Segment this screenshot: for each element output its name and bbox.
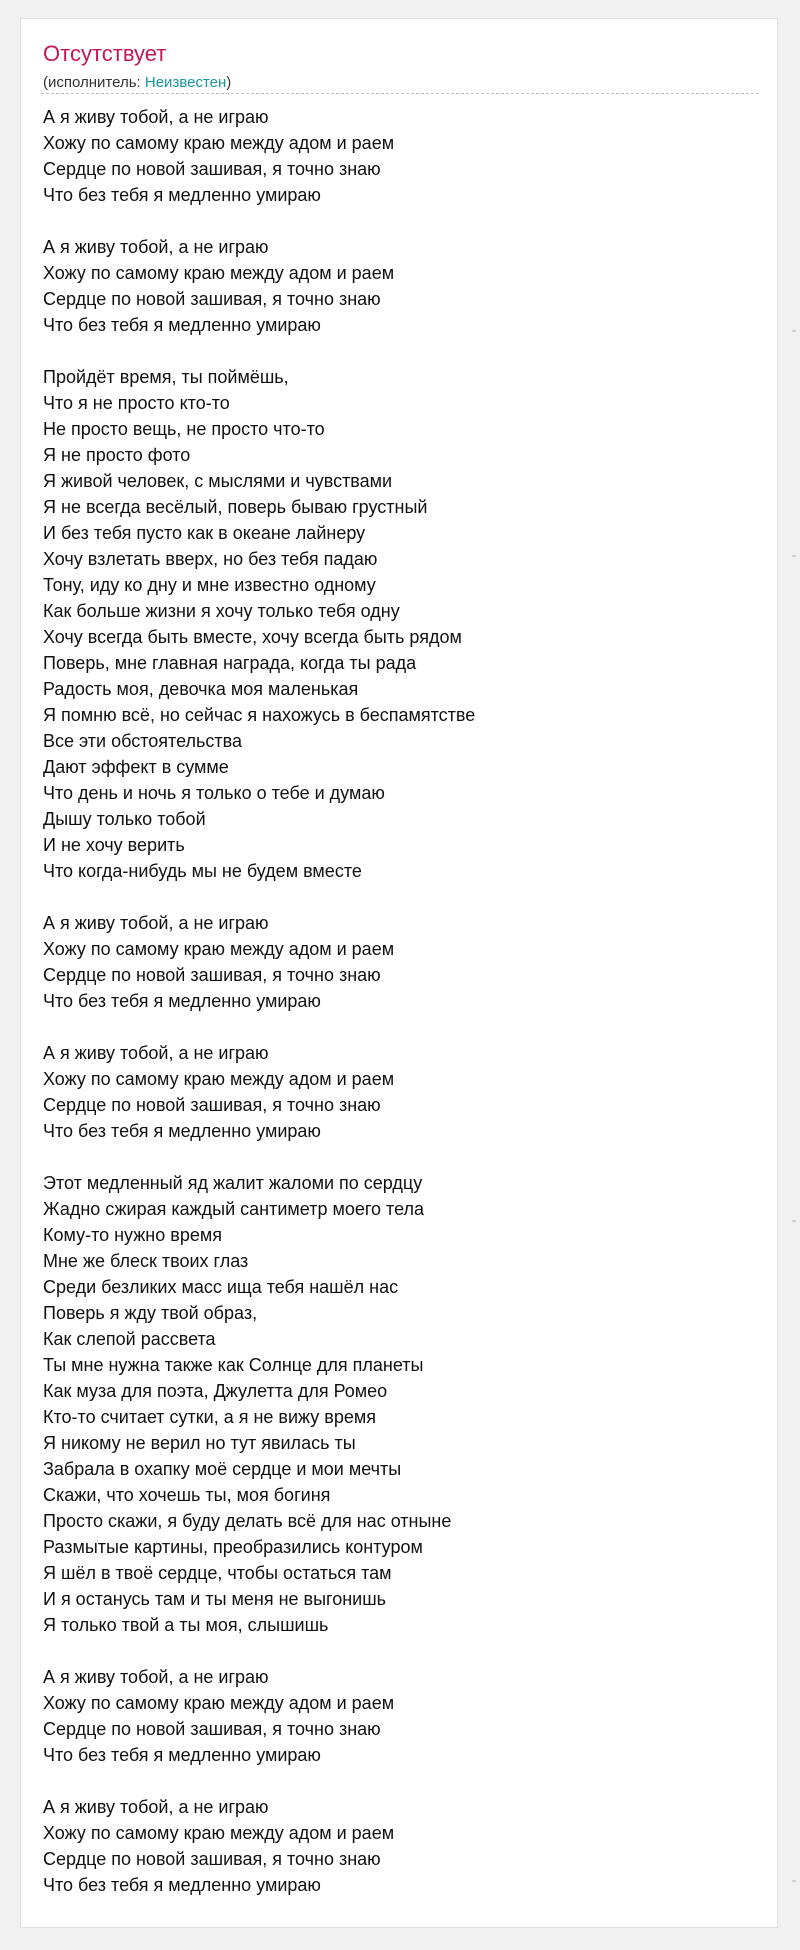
- edge-decoration: [792, 555, 796, 557]
- lyric-line: Дышу только тобой: [43, 809, 206, 829]
- lyric-line: Жадно сжирая каждый сантиметр моего тела: [43, 1199, 425, 1219]
- lyrics-stanza: [43, 234, 743, 338]
- lyrics-stanza: [43, 1170, 743, 1638]
- lyric-line: Что без тебя я медленно умираю: [43, 1121, 321, 1141]
- lyric-line: Все эти обстоятельства: [43, 731, 242, 751]
- lyric-line: Размытые картины, преобразились контуром: [43, 1537, 423, 1557]
- lyric-line: Хожу по самому краю между адом и раем: [43, 1069, 395, 1089]
- lyric-line: Что без тебя я медленно умираю: [43, 315, 321, 335]
- title-divider: [41, 93, 759, 94]
- lyric-line: Что я не просто кто-то: [43, 393, 230, 413]
- lyric-line: Я не просто фото: [43, 445, 191, 465]
- lyric-line: А я живу тобой, а не играю: [43, 1797, 269, 1817]
- lyric-line: Хожу по самому краю между адом и раем: [43, 1693, 395, 1713]
- artist-prefix: (исполнитель:: [43, 74, 145, 91]
- lyric-line: И без тебя пусто как в океане лайнеру: [43, 523, 366, 543]
- lyric-line: Хочу взлетать вверх, но без тебя падаю: [43, 549, 378, 569]
- lyric-line: Что без тебя я медленно умираю: [43, 185, 321, 205]
- lyric-line: Сердце по новой зашивая, я точно знаю: [43, 1849, 381, 1869]
- edge-decoration: [792, 330, 796, 332]
- lyric-line: Сердце по новой зашивая, я точно знаю: [43, 1719, 381, 1739]
- lyric-line: Хожу по самому краю между адом и раем: [43, 263, 395, 283]
- lyric-line: Я только твой а ты моя, слышишь: [43, 1615, 329, 1635]
- song-title: Отсутствует: [43, 41, 167, 66]
- lyric-line: Ты мне нужна также как Солнце для планеты: [43, 1355, 424, 1375]
- lyric-line: Сердце по новой зашивая, я точно знаю: [43, 1095, 381, 1115]
- lyric-line: Что когда-нибудь мы не будем вместе: [43, 861, 362, 881]
- lyric-line: Не просто вещь, не просто что-то: [43, 419, 325, 439]
- lyric-line: А я живу тобой, а не играю: [43, 913, 269, 933]
- lyric-line: И не хочу верить: [43, 835, 185, 855]
- lyric-line: Что без тебя я медленно умираю: [43, 1875, 321, 1895]
- artist-line: [43, 75, 231, 90]
- lyric-line: Поверь, мне главная награда, когда ты рада: [43, 653, 417, 673]
- lyric-line: Хочу всегда быть вместе, хочу всегда быть рядом: [43, 627, 462, 647]
- lyrics-stanza: [43, 910, 743, 1014]
- edge-decoration: [792, 1220, 796, 1222]
- lyric-line: Кто-то считает сутки, а я не вижу время: [43, 1407, 376, 1427]
- lyric-line: Поверь я жду твой образ,: [43, 1303, 258, 1323]
- lyric-line: Этот медленный яд жалит жаломи по сердцу: [43, 1173, 423, 1193]
- lyric-line: И я останусь там и ты меня не выгонишь: [43, 1589, 387, 1609]
- lyric-line: Просто скажи, я буду делать всё для нас отныне: [43, 1511, 452, 1531]
- artist-link[interactable]: Неизвестен: [144, 74, 227, 91]
- lyric-line: Я живой человек, с мыслями и чувствами: [43, 471, 393, 491]
- lyrics-body: [43, 104, 743, 1924]
- lyric-line: Как муза для поэта, Джулетта для Ромео: [43, 1381, 388, 1401]
- lyric-line: Я шёл в твоё сердце, чтобы остаться там: [43, 1563, 392, 1583]
- lyrics-stanza: [43, 1040, 743, 1144]
- lyric-line: Как больше жизни я хочу только тебя одну: [43, 601, 400, 621]
- lyric-line: Хожу по самому краю между адом и раем: [43, 1823, 395, 1843]
- lyrics-stanza: [43, 1794, 743, 1898]
- lyric-line: Кому-то нужно время: [43, 1225, 222, 1245]
- lyric-line: А я живу тобой, а не играю: [43, 1043, 269, 1063]
- lyric-line: Пройдёт время, ты поймёшь,: [43, 367, 289, 387]
- lyric-line: Сердце по новой зашивая, я точно знаю: [43, 965, 381, 985]
- lyrics-stanza: [43, 1664, 743, 1768]
- lyric-line: Как слепой рассвета: [43, 1329, 216, 1349]
- lyric-line: Что день и ночь я только о тебе и думаю: [43, 783, 385, 803]
- lyric-line: А я живу тобой, а не играю: [43, 1667, 269, 1687]
- lyric-line: Радость моя, девочка моя маленькая: [43, 679, 359, 699]
- edge-decoration: [792, 1880, 796, 1882]
- lyric-line: Среди безликих масс ища тебя нашёл нас: [43, 1277, 399, 1297]
- lyric-line: Я никому не верил но тут явилась ты: [43, 1433, 356, 1453]
- lyric-line: Я помню всё, но сейчас я нахожусь в беспамятстве: [43, 705, 476, 725]
- lyric-line: Что без тебя я медленно умираю: [43, 991, 321, 1011]
- lyric-line: А я живу тобой, а не играю: [43, 107, 269, 127]
- lyric-line: Забрала в охапку моё сердце и мои мечты: [43, 1459, 402, 1479]
- lyrics-card: [20, 18, 778, 1928]
- lyric-line: Дают эффект в сумме: [43, 757, 229, 777]
- lyrics-stanza: [43, 104, 743, 208]
- lyric-line: Сердце по новой зашивая, я точно знаю: [43, 159, 381, 179]
- lyrics-stanza: [43, 364, 743, 884]
- lyric-line: А я живу тобой, а не играю: [43, 237, 269, 257]
- lyric-line: Хожу по самому краю между адом и раем: [43, 133, 395, 153]
- lyric-line: Тону, иду ко дну и мне известно одному: [43, 575, 376, 595]
- lyric-line: Хожу по самому краю между адом и раем: [43, 939, 395, 959]
- lyric-line: Скажи, что хочешь ты, моя богиня: [43, 1485, 331, 1505]
- lyric-line: Сердце по новой зашивая, я точно знаю: [43, 289, 381, 309]
- lyric-line: Что без тебя я медленно умираю: [43, 1745, 321, 1765]
- artist-suffix: ): [226, 74, 232, 91]
- lyric-line: Мне же блеск твоих глаз: [43, 1251, 249, 1271]
- lyric-line: Я не всегда весёлый, поверь бываю грустный: [43, 497, 428, 517]
